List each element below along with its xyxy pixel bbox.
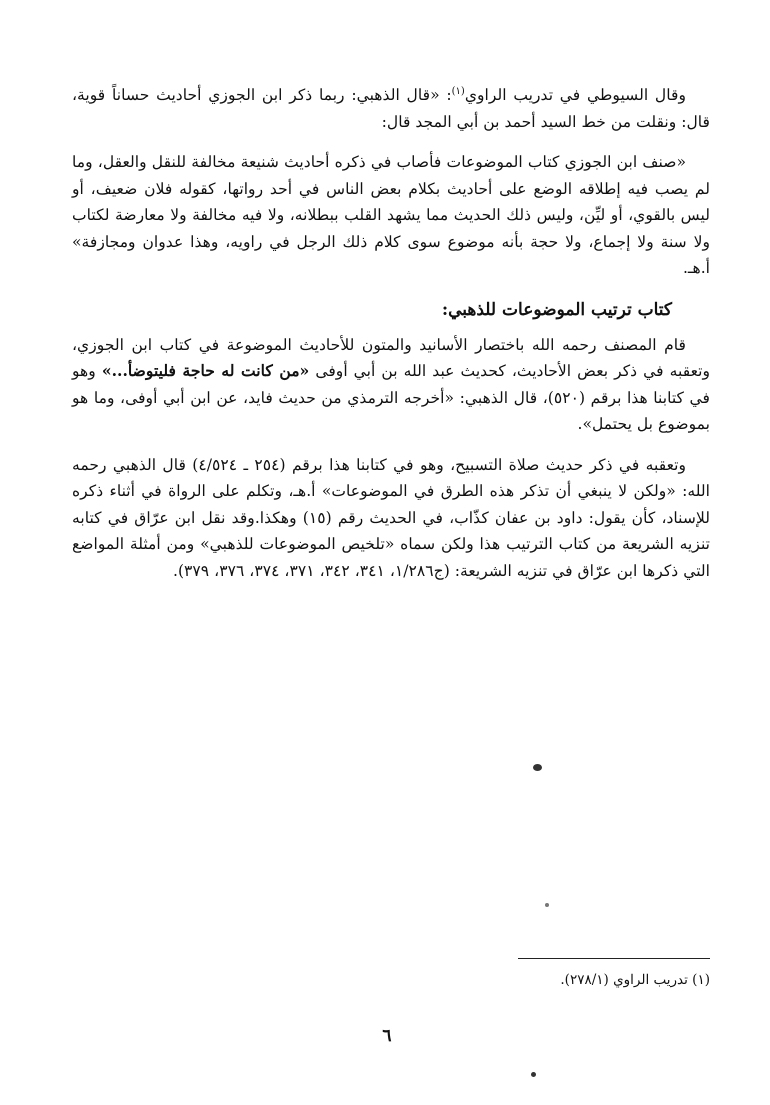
page-number: ٦ [382, 1026, 392, 1046]
footnote-divider [518, 958, 710, 959]
paragraph-text: وقال السيوطي في تدريب الراوي [464, 86, 686, 104]
speck-mark [545, 903, 549, 907]
paragraph-text: : «قال الذهبي: ربما ذكر ابن الجوزي أحاديث حساناً قوية، قال: ونقلت من خط السيد أحمد بن أبي المجد قال: [72, 86, 710, 131]
paragraph-tasbih-prayer: وتعقبه في ذكر حديث صلاة التسبيح، وهو في كتابنا هذا برقم (٢٥٤ ـ ٤/٥٢٤) قال الذهبي رحمه الله: «ولكن لا ينبغي أن تذكر هذه الطرق في الموضوعات» أ.هـ، وتكلم على الرواة في أثناء ذكره للإسناد، كأن يقول: داود بن عفان كذّاب، في الحديث رقم (١٥) وهكذا.وقد نقل ابن عرّاق في كتابه تنزيه الشريعة من كتاب الترتيب هذا ولكن سماه «تلخيص الموضوعات للذهبي» ومن أمثلة المواضع التي ذكرها ابن عرّاق في تنزيه الشريعة: (ج١/٢٨٦، ٣٤١، ٣٤٢، ٣٧١، ٣٧٤، ٣٧٦، ٣٧٩). [72, 455, 710, 580]
paragraph-suyuti-quote [72, 82, 710, 135]
paragraph-text: وهو في كتابنا هذا برقم (٥٢٠)، قال الذهبي: «أخرجه الترمذي من حديث فايد، عن ابن أبي أوفى، وما هو بموضوع بل يحتمل». [72, 362, 711, 433]
footnote: (١) تدريب الراوي (٢٧٨/١). [560, 972, 710, 988]
footnote-marker: (١) [451, 85, 465, 97]
paragraph-tartib-description [72, 332, 710, 438]
paragraph-text: قام المصنف رحمه الله باختصار الأسانيد والمتون للأحاديث الموضوعة في كتاب ابن الجوزي، وتعقبه في ذكر بعض الأحاديث، كحديث عبد الله بن أبي أوفى [72, 335, 710, 380]
ornament-dot [533, 764, 542, 771]
section-heading: كتاب ترتيب الموضوعات للذهبي: [441, 299, 672, 320]
paragraph-ibn-aljawzi-critique: «صنف ابن الجوزي كتاب الموضوعات فأصاب في ذكره أحاديث شنيعة مخالفة للنقل والعقل، وما لم يصب فيه إطلاقه الوضع على أحاديث بكلام بعض الناس في أحد رواتها، كقوله فلان ضعيف، أو ليس بالقوي، أو ليِّن، وليس ذلك الحديث مما يشهد القلب ببطلانه، ولا فيه مخالفة ولا معارضة لكتاب ولا سنة ولا إجماع، ولا حجة بأنه موضوع سوى كلام ذلك الرجل في راويه، وهذا عدوان ومجازفة» أ.هـ. [72, 153, 710, 277]
hadith-quote: «من كانت له حاجة فليتوضأ...» [101, 361, 310, 380]
main-text [72, 82, 710, 584]
speck-mark [531, 1072, 536, 1077]
